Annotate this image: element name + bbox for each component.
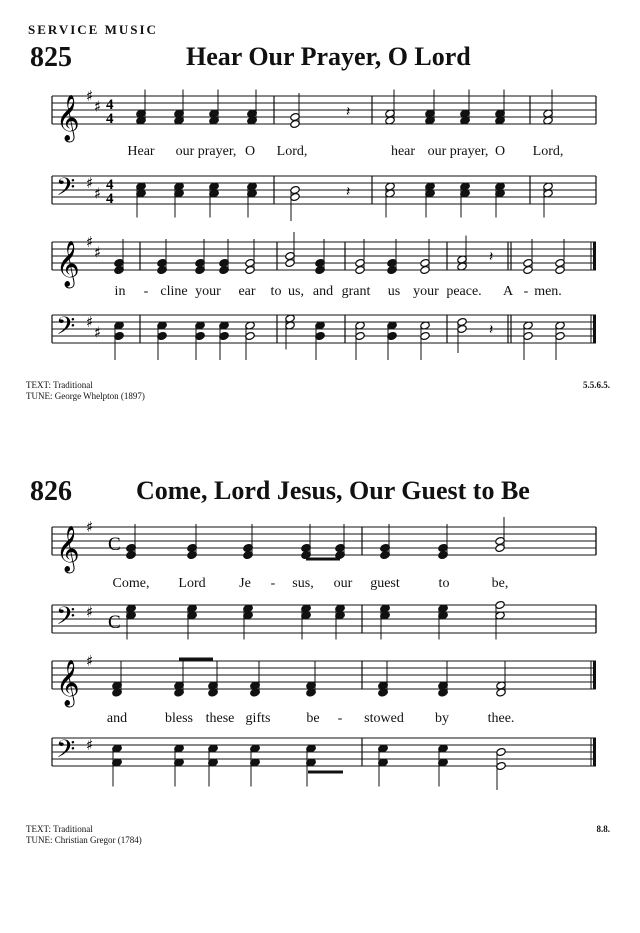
lyric-syllable: in: [114, 284, 126, 299]
hymn-title: Come, Lord Jesus, Our Guest to Be: [136, 476, 530, 505]
lyric-syllable: Come,: [112, 576, 150, 591]
lyric-syllable: Lord,: [276, 144, 308, 159]
key-signature-sharp: ♯: [86, 736, 94, 754]
key-signature-sharp: ♯: [86, 233, 94, 251]
lyric-syllable: O: [244, 144, 256, 159]
lyric-syllable: peace.: [446, 284, 482, 299]
lyric-syllable: men.: [534, 284, 562, 299]
quarter-rest: 𝄽: [489, 249, 494, 265]
bass-clef: 𝄢: [56, 173, 76, 208]
lyric-syllable: gifts: [245, 711, 271, 726]
key-signature-sharp: ♯: [94, 323, 102, 342]
time-signature-bottom: 4: [106, 111, 114, 127]
lyric-syllable: our: [333, 576, 353, 591]
lyric-syllable: Lord,: [532, 144, 564, 159]
time-signature-top: 4: [106, 97, 114, 113]
key-signature-sharp: ♯: [86, 174, 94, 192]
treble-clef: 𝄞: [56, 526, 80, 572]
hymn-number: 825: [30, 42, 72, 73]
lyric-syllable: by: [435, 711, 449, 726]
lyric-syllable: to: [270, 284, 282, 299]
lyrics-line: [0, 144, 640, 162]
hymn-credits: [26, 380, 145, 402]
lyric-syllable: and: [312, 284, 334, 299]
common-time: C: [108, 534, 121, 555]
lyrics-line: [0, 284, 640, 302]
bass-clef: 𝄢: [56, 312, 76, 347]
meter: 8.8.: [596, 824, 610, 834]
bass-clef: 𝄢: [56, 602, 76, 637]
lyric-syllable: us,: [288, 284, 304, 299]
key-signature-sharp: ♯: [86, 87, 94, 105]
lyric-syllable: your: [195, 284, 221, 299]
lyrics-line: [0, 711, 640, 729]
key-signature-sharp: ♯: [94, 97, 102, 116]
treble-clef: 𝄞: [56, 241, 80, 287]
key-signature-sharp: ♯: [86, 518, 94, 536]
treble-clef: 𝄞: [56, 660, 80, 706]
lyric-syllable: be,: [491, 576, 509, 591]
key-signature-sharp: ♯: [86, 652, 94, 670]
lyric-syllable: sus,: [292, 576, 314, 591]
treble-clef: 𝄞: [56, 95, 80, 141]
key-signature-sharp: ♯: [94, 243, 102, 262]
lyric-syllable: ear: [238, 284, 256, 299]
bass-clef: 𝄢: [56, 735, 76, 770]
lyric-syllable: our prayer,: [175, 144, 237, 159]
lyric-syllable: thee.: [487, 711, 515, 726]
lyric-syllable: be: [306, 711, 320, 726]
time-signature-top: 4: [106, 177, 114, 193]
lyric-syllable: to: [438, 576, 450, 591]
lyric-syllable: bless: [165, 711, 193, 726]
text-credit: TEXT: Traditional: [26, 380, 93, 390]
hymn-credits: [26, 824, 142, 846]
lyric-syllable: these: [205, 711, 235, 726]
lyric-syllable: O: [494, 144, 506, 159]
lyric-syllable: A: [502, 284, 514, 299]
lyric-syllable: -: [337, 711, 343, 726]
key-signature-sharp: ♯: [94, 184, 102, 203]
text-credit: TEXT: Traditional: [26, 824, 93, 834]
lyric-syllable: us: [387, 284, 401, 299]
lyric-syllable: our prayer,: [427, 144, 489, 159]
common-time: C: [108, 612, 121, 633]
section-label: SERVICE MUSIC: [28, 22, 158, 37]
quarter-rest: 𝄽: [489, 322, 494, 338]
lyrics-line: [0, 576, 640, 594]
quarter-rest: 𝄽: [346, 184, 351, 200]
lyric-syllable: hear: [390, 144, 416, 159]
lyric-syllable: -: [143, 284, 149, 299]
tune-credit: TUNE: Christian Gregor (1784): [26, 835, 142, 845]
lyric-syllable: stowed: [364, 711, 404, 726]
tune-credit: TUNE: George Whelpton (1897): [26, 391, 145, 401]
lyric-syllable: Je: [239, 576, 251, 591]
lyric-syllable: Lord: [178, 576, 206, 591]
hymn-title: Hear Our Prayer, O Lord: [186, 42, 471, 71]
lyric-syllable: -: [523, 284, 529, 299]
key-signature-sharp: ♯: [86, 313, 94, 331]
lyric-syllable: -: [270, 576, 276, 591]
lyric-syllable: Hear: [127, 144, 155, 159]
quarter-rest: 𝄽: [346, 104, 351, 120]
lyric-syllable: guest: [370, 576, 400, 591]
time-signature-bottom: 4: [106, 191, 114, 207]
key-signature-sharp: ♯: [86, 603, 94, 621]
lyric-syllable: and: [106, 711, 128, 726]
lyric-syllable: cline: [160, 284, 188, 299]
lyric-syllable: your: [413, 284, 439, 299]
hymn-number: 826: [30, 476, 72, 507]
meter: 5.5.6.5.: [583, 380, 610, 390]
lyric-syllable: grant: [341, 284, 371, 299]
